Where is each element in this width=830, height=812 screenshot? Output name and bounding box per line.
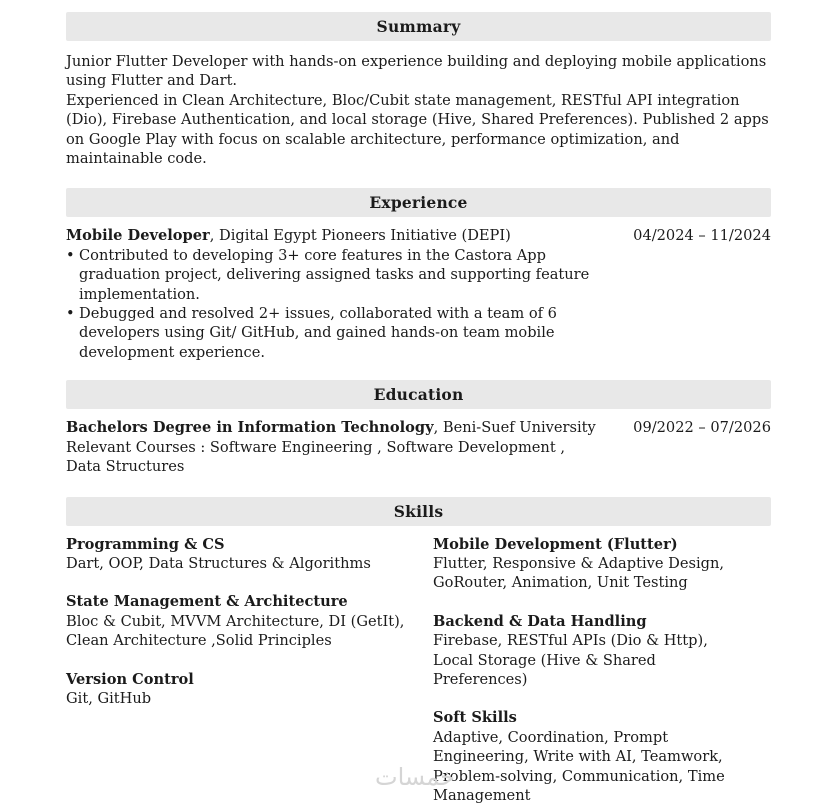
skill-block — [433, 535, 771, 593]
skill-text: Firebase, RESTful APIs (Dio & Http), Local Storage (Hive & Shared Preferences) — [433, 632, 708, 688]
skills-right-column — [433, 535, 771, 806]
skill-block — [66, 592, 433, 650]
skill-block — [433, 708, 771, 805]
education-entry — [66, 418, 771, 476]
education-school: , Beni-Suef University — [433, 419, 596, 437]
summary-line-2: Experienced in Clean Architecture, Bloc/Cubit state management, RESTful API integration (Dio), Firebase Authentication, and local storage (Hive, Shared Preferences). Published 2 apps on Google Play with focus on scalable architecture, performance optimization, and maintainable code. — [66, 91, 769, 168]
skill-title: Programming & CS — [66, 535, 225, 553]
experience-heading: Experience — [66, 188, 771, 217]
skill-block — [66, 535, 433, 574]
experience-bullet: • Contributed to developing 3+ core features in the Castora App graduation project, delivering assigned tasks and supporting feature implementation. — [66, 246, 606, 304]
summary-text — [66, 52, 771, 168]
education-date: 09/2022 – 07/2026 — [633, 419, 771, 437]
skill-title: Version Control — [66, 670, 194, 688]
experience-bullets — [66, 246, 771, 362]
experience-role: Mobile Developer — [66, 227, 210, 245]
skill-text: Flutter, Responsive & Adaptive Design, GoRouter, Animation, Unit Testing — [433, 554, 725, 592]
education-title — [66, 418, 596, 437]
experience-entry — [66, 226, 771, 362]
skill-text: Git, GitHub — [66, 689, 152, 707]
skill-text: Adaptive, Coordination, Prompt Engineering, Write with AI, Teamwork, Problem-solving, Communication, Time Management — [433, 728, 725, 804]
skill-title: State Management & Architecture — [66, 593, 348, 611]
experience-org: , Digital Egypt Pioneers Initiative (DEPI) — [209, 227, 511, 245]
skill-text: Bloc & Cubit, MVVM Architecture, DI (GetIt), Clean Architecture ,Solid Principles — [66, 612, 405, 650]
skill-title: Mobile Development (Flutter) — [433, 535, 678, 553]
resume-page — [66, 12, 771, 805]
experience-bullet: • Debugged and resolved 2+ issues, collaborated with a team of 6 developers using Git/ GitHub, and gained hands-on team mobile development experience. — [66, 304, 606, 362]
education-courses: Relevant Courses : Software Engineering , Software Development , Data Structures — [66, 438, 565, 476]
summary-heading: Summary — [66, 12, 771, 41]
skill-text: Dart, OOP, Data Structures & Algorithms — [66, 554, 371, 572]
skill-title: Soft Skills — [433, 709, 517, 727]
education-heading: Education — [66, 380, 771, 409]
experience-date: 04/2024 – 11/2024 — [633, 227, 771, 245]
skill-block — [433, 612, 771, 690]
skill-title: Backend & Data Handling — [433, 612, 647, 630]
summary-line-1: Junior Flutter Developer with hands-on experience building and deploying mobile applications using Flutter and Dart. — [66, 53, 767, 90]
watermark: خمسات — [374, 763, 456, 791]
education-degree: Bachelors Degree in Information Technology — [66, 419, 434, 437]
skill-block — [66, 670, 433, 709]
skills-heading: Skills — [66, 497, 771, 526]
experience-title — [66, 226, 511, 245]
